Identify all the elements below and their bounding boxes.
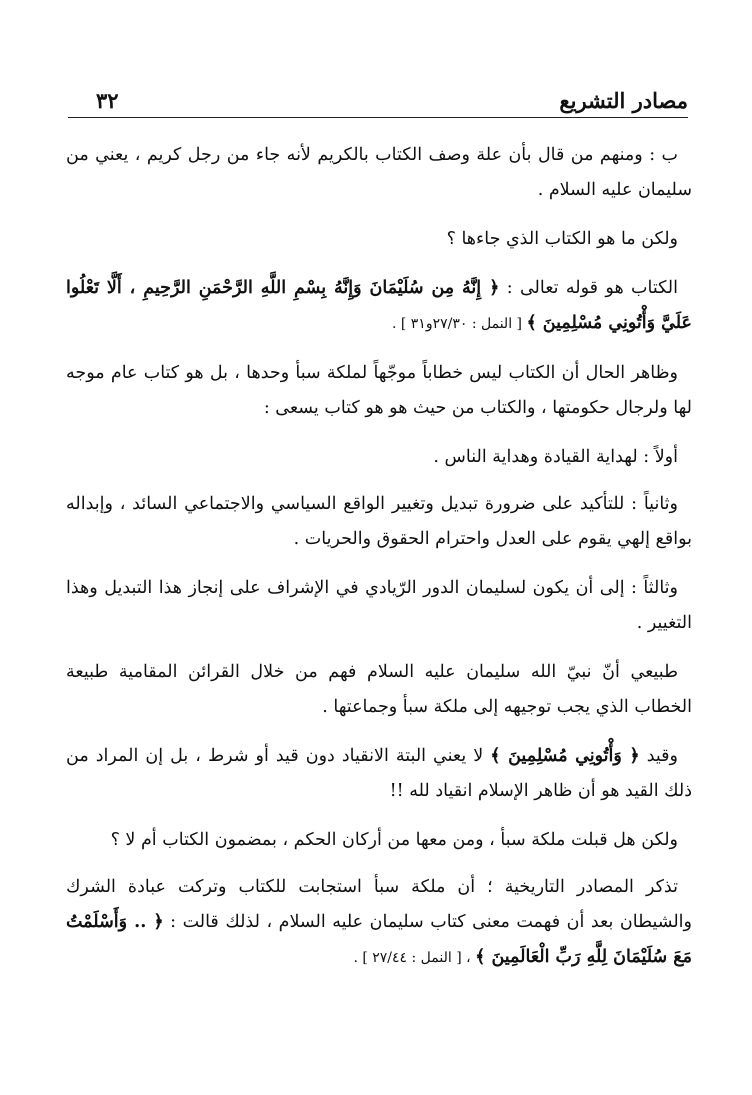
paragraph	[66, 739, 692, 809]
paragraph-text: لا يعني البتة الانقياد دون قيد أو شرط ، بل إن المراد من ذلك القيد هو أن ظاهر الإسلام انقياد لله !!	[66, 746, 692, 801]
verse-reference: ، [ النمل : ٢٧/٤٤ ] .	[353, 950, 476, 966]
paragraph-text: تذكر المصادر التاريخية ؛ أن ملكة سبأ استجابت للكتاب وتركت عبادة الشرك والشيطان بعد أن فهمت معنى كتاب سليمان عليه السلام ، لذلك قالت :	[66, 877, 692, 932]
paragraph	[66, 487, 692, 557]
paragraph-text: وظاهر الحال أن الكتاب ليس خطاباً موجّهاً لملكة سبأ وحدها ، بل هو كتاب عام موجه لها ولرجال حكومتها ، والكتاب من حيث هو هو كتاب يسعى :	[66, 363, 692, 418]
header-title: مصادر التشريع	[559, 88, 688, 113]
verse-reference: [ النمل : ٢٧/٣٠و٣١ ] .	[391, 316, 527, 332]
paragraph-text: وثانياً : للتأكيد على ضرورة تبديل وتغيير الواقع السياسي والاجتماعي السائد ، وإبداله بواقع إلهي يقوم على العدل واحترام الحقوق والحريات .	[66, 494, 692, 549]
page-number: ٣٢	[96, 88, 119, 113]
paragraph-text: ولكن ما هو الكتاب الذي جاءها ؟	[446, 229, 678, 249]
paragraph	[66, 440, 692, 475]
paragraph-text: وقيد	[639, 746, 678, 766]
quran-verse: ﴿ إِنَّهُ مِن سُلَيْمَانَ وَإِنَّهُ بِسْمِ اللَّهِ الرَّحْمَنِ الرَّحِيمِ ، أَلَّا تَعْلُوا عَلَيَّ وَأْتُونِي مُسْلِمِينَ ﴾	[66, 278, 692, 333]
running-header	[68, 86, 688, 120]
paragraph	[66, 571, 692, 641]
paragraph-text: ولكن هل قبلت ملكة سبأ ، ومن معها من أركان الحكم ، بمضمون الكتاب أم لا ؟	[110, 830, 678, 850]
paragraph	[66, 271, 692, 342]
quran-verse: ﴿ وَأْتُونِي مُسْلِمِينَ ﴾	[490, 746, 640, 766]
header-rule	[68, 117, 688, 118]
paragraph	[66, 870, 692, 976]
paragraph	[66, 138, 692, 208]
paragraph-text: طبيعي أنّ نبيّ الله سليمان عليه السلام فهم من خلال القرائن المقامية طبيعة الخطاب الذي يجب توجيهه إلى ملكة سبأ وجماعتها .	[66, 662, 692, 717]
body-text	[66, 138, 692, 990]
paragraph	[66, 655, 692, 725]
paragraph	[66, 823, 692, 858]
paragraph-text: وثالثاً : إلى أن يكون لسليمان الدور الرّيادي في الإشراف على إنجاز هذا التبديل وهذا التغيير .	[66, 578, 692, 633]
quran-verse: ﴿ .. وَأَسْلَمْتُ مَعَ سُلَيْمَانَ لِلَّهِ رَبِّ الْعَالَمِينَ ﴾	[66, 912, 692, 967]
paragraph-text: أولاً : لهداية القيادة وهداية الناس .	[433, 447, 678, 467]
paragraph	[66, 356, 692, 426]
paragraph-text: الكتاب هو قوله تعالى :	[499, 278, 678, 298]
paragraph	[66, 222, 692, 257]
paragraph-text: ب : ومنهم من قال بأن علة وصف الكتاب بالكريم لأنه جاء من رجل كريم ، يعني من سليمان عليه السلام .	[66, 145, 692, 200]
